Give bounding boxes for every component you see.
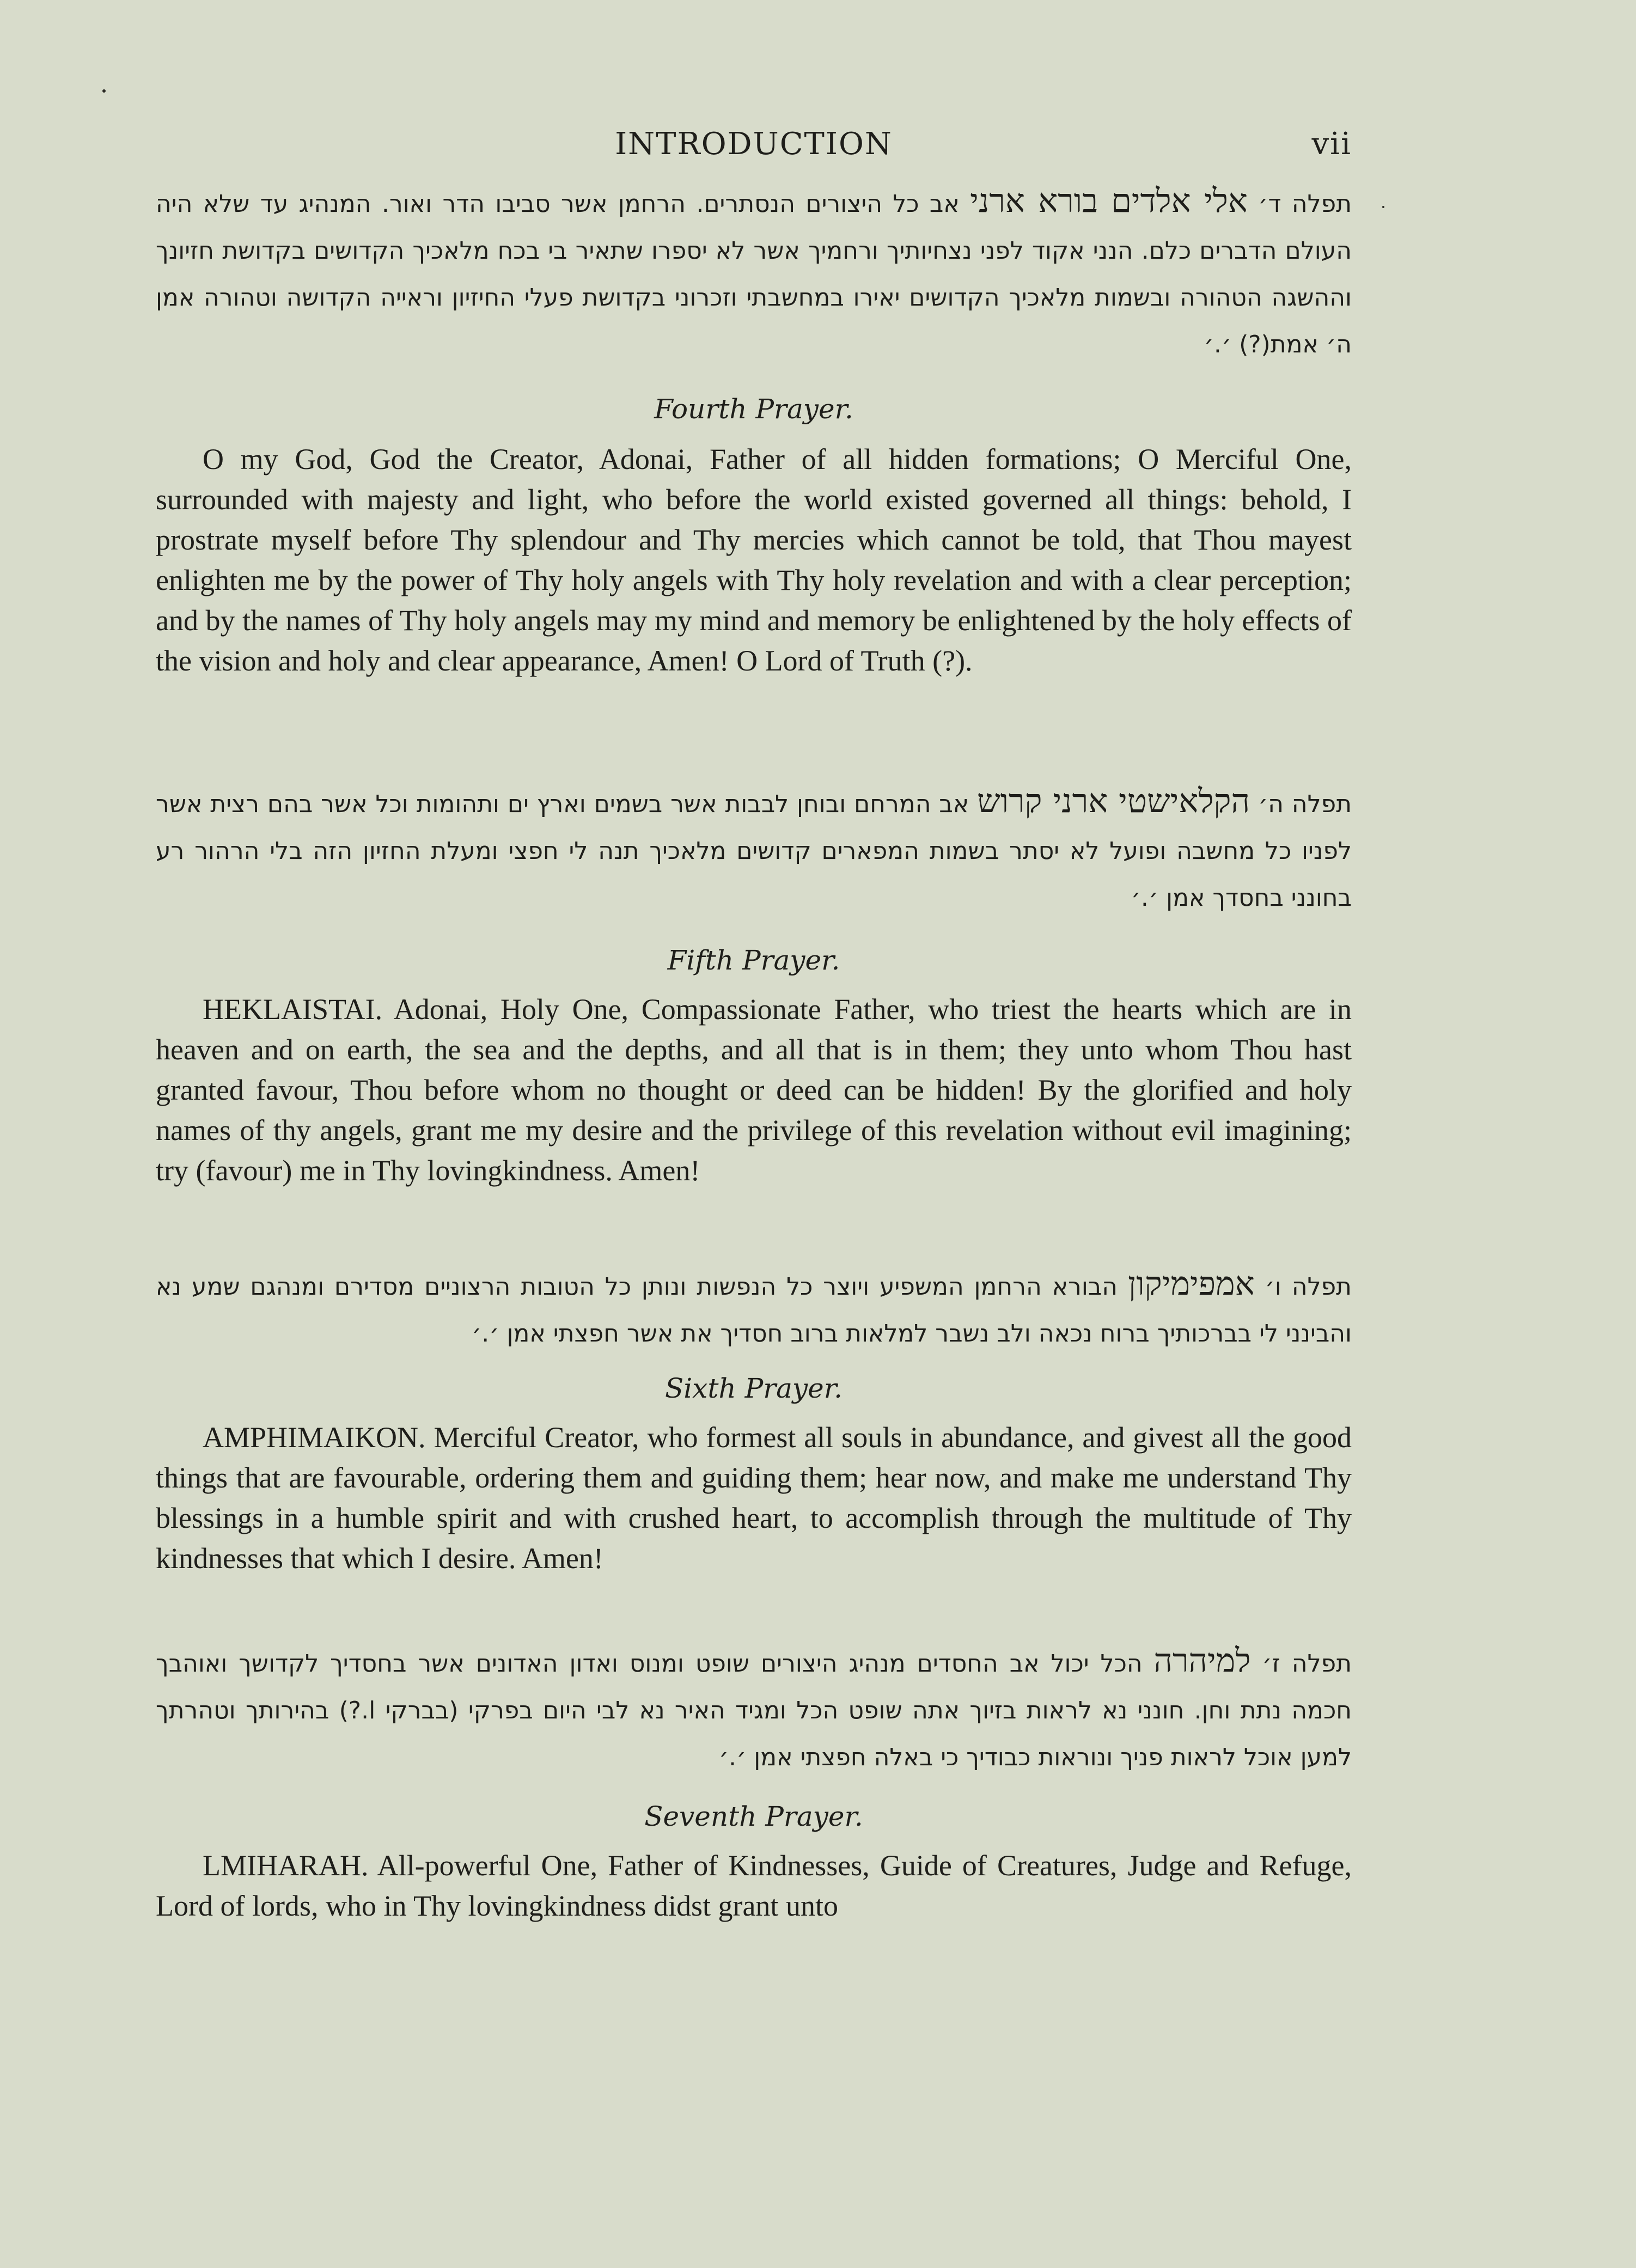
english-prayer-4: O my God, God the Creator, Adonai, Father of all hidden formations; O Merciful One, surrounded with majesty and light, who before the world existed governed all things: behold, I prostrate myself before Thy splendour and Thy mercies which cannot be told, that Thou mayest enlighten me by the power of Thy holy angels with Thy holy revelation and with a clear perception; and by the names of Thy holy angels may my mind and memory be enlightened by the holy effects of the vision and holy and clear appearance, Amen! O Lord of Truth (?).	[156, 443, 1352, 677]
english-prayer-6: AMPHIMAIKON. Merciful Creator, who formest all souls in abundance, and givest all the good things that are favourable, ordering them and guiding them; hear now, and make me understand Thy blessings in a humble spirit and with crushed heart, to accomplish through the multitude of Thy kindnesses that which I desire. Amen!	[156, 1421, 1352, 1575]
hebrew-prayer-text: הכל יכול אב החסדים מנהיג היצורים שופט ומנוס ואדון האדונים אשר בחסדיך לקדושך ואוהבך חכמה נתת וחן. חונני נא לראות בזיוך אתה שופט הכל ומגיד האיר נא לבי היום בפרקי (בברקי l.?) בהירותך וטהרתך למען אוכל לראות פניך ונוראות כבודיך כי באלה חפצתי אמן ׳.׳	[156, 1650, 1352, 1771]
heading-fifth-prayer: Fifth Prayer.	[667, 944, 840, 976]
book-page	[156, 0, 1352, 2268]
hebrew-prayer-label: תפלה ז׳	[1250, 1650, 1352, 1678]
heading-sixth-prayer: Sixth Prayer.	[664, 1373, 843, 1404]
hebrew-prayer-6	[156, 1260, 1352, 1358]
english-prayer-7: LMIHARAH. All-powerful One, Father of Kindnesses, Guide of Creatures, Judge and Refuge, Lord of lords, who in Thy lovingkindness didst grant unto	[156, 1849, 1352, 1922]
hebrew-prayer-text: אב כל היצורים הנסתרים. הרחמן אשר סביבו הדר ואור. המנהיג עד שלא היה העולם הדברים כלם. הנני אקוד לפני נצחיותיך ורחמיך אשר לא יספרו שתאיר בי בכח מלאכיך הקדושים בקדושת חזיונך וההשגה הטהורה ובשמות מלאכיך הקדושים יאירו במחשבתי וזכרוני בקדושת פעלי החיזיון וראייה הקדושה וטהורה אמן ה׳ אמת(?) ׳.׳	[156, 190, 1352, 358]
hebrew-prayer-text: הבורא הרחמן המשפיע ויוצר כל הנפשות ונותן כל הטובות הרצוניים מסדירם ומנהגם שמע נא והבינני לי בברכותיך ברוח נכאה ולב נשבר למלאות ברוב חסדיך את אשר חפצתי אמן ׳.׳	[156, 1273, 1352, 1348]
hebrew-divine-name: הקלאישטי ארני קרוש	[977, 782, 1250, 820]
hebrew-prayer-label: תפלה ו׳	[1254, 1273, 1352, 1301]
hebrew-prayer-5	[156, 778, 1352, 925]
margin-mark	[102, 89, 106, 93]
hebrew-divine-name: אלי אלדים בורא ארני	[970, 182, 1248, 220]
hebrew-prayer-4	[156, 178, 1352, 379]
hebrew-prayer-label: תפלה ד׳	[1247, 190, 1352, 218]
margin-mark	[1382, 206, 1384, 208]
heading-seventh-prayer: Seventh Prayer.	[644, 1801, 863, 1832]
running-head-title: INTRODUCTION	[615, 126, 893, 162]
hebrew-prayer-7	[156, 1637, 1352, 1784]
hebrew-prayer-label: תפלה ה׳	[1250, 790, 1352, 818]
heading-fourth-prayer: Fourth Prayer.	[654, 393, 853, 425]
hebrew-divine-name: למיהרה	[1153, 1642, 1251, 1680]
english-prayer-5: HEKLAISTAI. Adonai, Holy One, Compassionate Father, who triest the hearts which are in heaven and on earth, the sea and the depths, and all that is in them; they unto whom Thou hast granted favour, Thou before whom no thought or deed can be hidden! By the glorified and holy names of thy angels, grant me my desire and the privilege of this revelation without evil imagining; try (favour) me in Thy lovingkindness. Amen!	[156, 993, 1352, 1187]
hebrew-prayer-text: אב המרחם ובוחן לבבות אשר בשמים וארץ ים ותהומות וכל אשר בהם רצית אשר לפניו כל מחשבה ופועל לא יסתר בשמות המפארים קדושים מלאכיך תנה לי חפצי ומעלת החזיון הזה בלי הרהור רע בחונני בחסדך אמן ׳.׳	[156, 790, 1352, 912]
hebrew-divine-name: אמפימיקון	[1127, 1265, 1255, 1303]
running-head	[156, 126, 1352, 164]
page-number: vii	[1311, 126, 1352, 162]
